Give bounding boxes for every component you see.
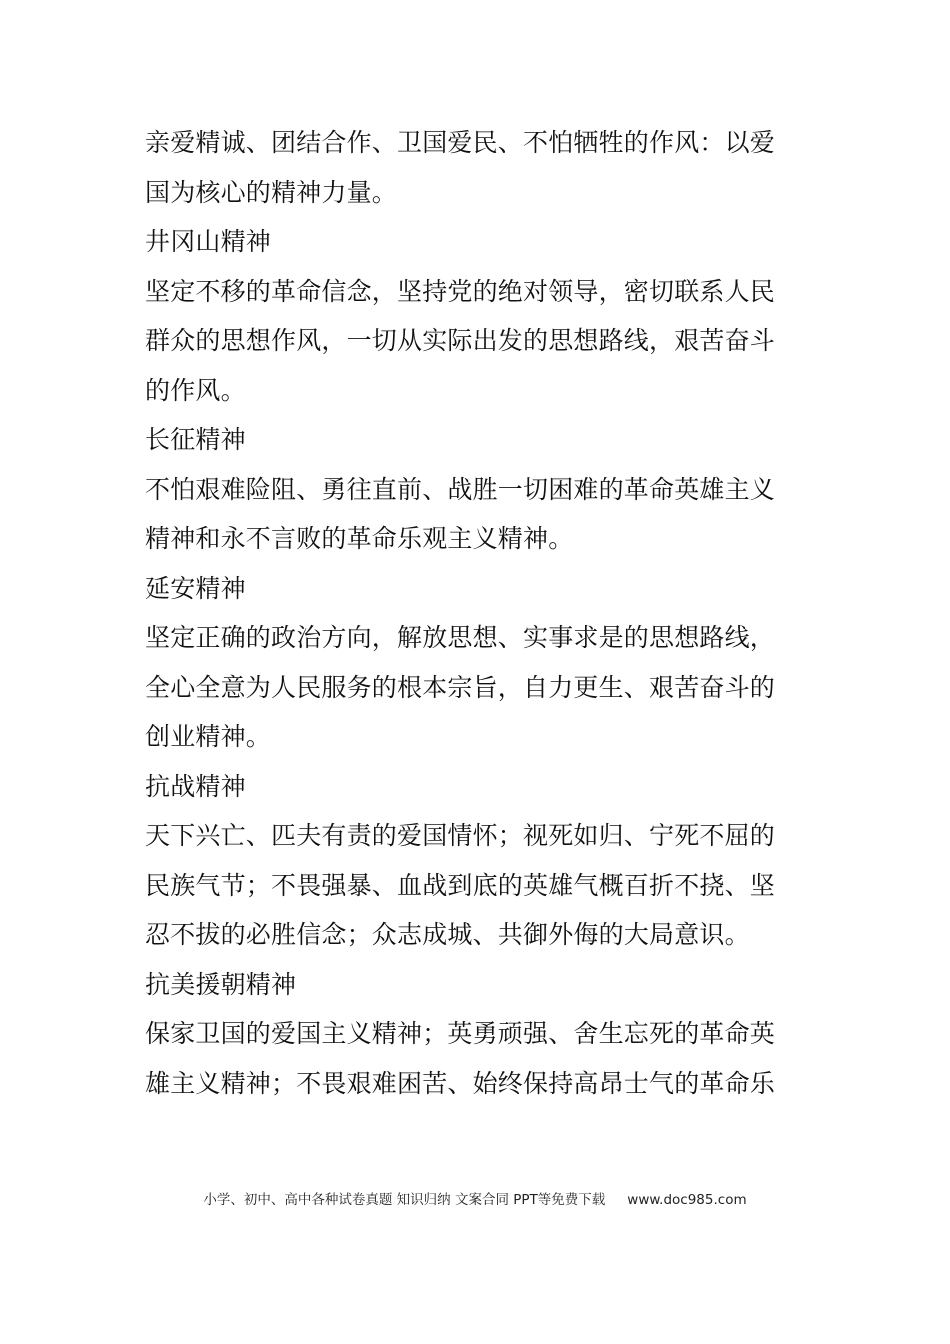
text-line: 雄主义精神；不畏艰难困苦、始终保持高昂士气的革命乐 — [145, 1068, 776, 1098]
footer-text: 小学、初中、高中各种试卷真题 知识归纳 文案合同 PPT等免费下载 — [203, 1192, 606, 1208]
section-heading: 抗美援朝精神 — [145, 969, 297, 999]
text-line: 坚定正确的政治方向，解放思想、实事求是的思想路线， — [145, 623, 776, 652]
page-footer — [0, 1188, 950, 1208]
text-line: 国为核心的精神力量。 — [145, 177, 398, 207]
section-heading: 抗战精神 — [145, 771, 246, 801]
text-line: 群众的思想作风，一切从实际出发的思想路线，艰苦奋斗 — [145, 326, 776, 355]
text-line: 全心全意为人民服务的根本宗旨，自力更生、艰苦奋斗的 — [145, 672, 776, 702]
section-heading: 长征精神 — [145, 425, 246, 454]
text-line: 不怕艰难险阻、勇往直前、战胜一切困难的革命英雄主义 — [145, 474, 776, 504]
text-line: 保家卫国的爱国主义精神；英勇顽强、舍生忘死的革命英 — [145, 1019, 776, 1048]
text-line: 天下兴亡、匹夫有责的爱国情怀；视死如归、宁死不屈的 — [145, 821, 776, 850]
text-line: 创业精神。 — [145, 722, 272, 751]
text-line: 忍不拔的必胜信念；众志成城、共御外侮的大局意识。 — [145, 920, 750, 949]
document-body — [145, 118, 815, 1108]
text-line: 精神和永不言败的革命乐观主义精神。 — [145, 524, 574, 553]
text-line: 亲爱精诚、团结合作、卫国爱民、不怕牺牲的作风：以爱 — [145, 128, 776, 157]
footer-site-link[interactable]: www.doc985.com — [627, 1192, 747, 1208]
section-heading: 延安精神 — [145, 573, 246, 603]
text-line: 民族气节；不畏强暴、血战到底的英雄气概百折不挠、坚 — [145, 870, 776, 900]
text-line: 坚定不移的革命信念，坚持党的绝对领导，密切联系人民 — [145, 276, 776, 306]
text-line: 的作风。 — [145, 375, 246, 405]
section-heading: 井冈山精神 — [145, 227, 272, 256]
